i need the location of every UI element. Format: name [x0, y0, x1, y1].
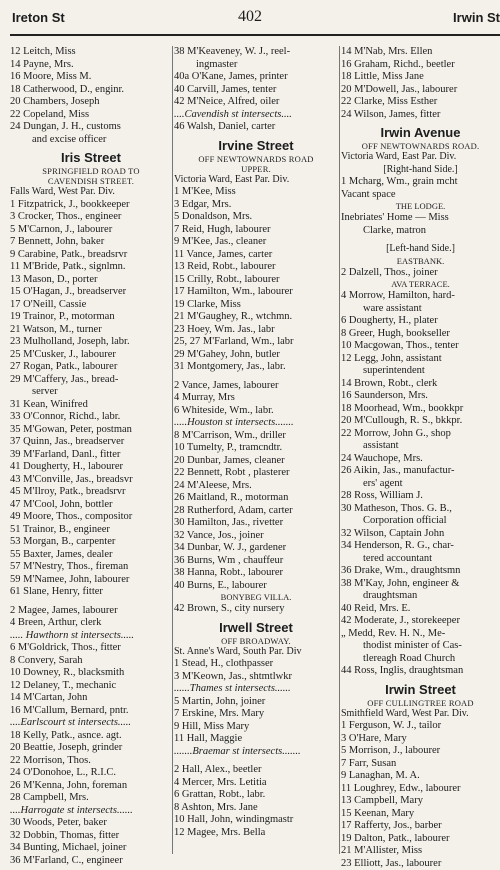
- header-rule: [10, 34, 500, 36]
- resident-entry: 26 Maitland, R., motorman: [174, 492, 338, 505]
- resident-entry: 20 Chambers, Joseph: [10, 96, 172, 109]
- resident-entry: 25 M'Cusker, J., labourer: [10, 349, 172, 362]
- resident-entry: 32 Wilson, Captain John: [341, 528, 500, 541]
- resident-entry: 36 Drake, Wm., draughtsmn: [341, 565, 500, 578]
- resident-entry: 3 M'Keown, Jas., shtmtlwkr: [174, 671, 338, 684]
- house-name: THE LODGE.: [341, 201, 500, 212]
- resident-entry: 8 M'Carrison, Wm., driller: [174, 430, 338, 443]
- resident-entry: 22 Copeland, Miss: [10, 109, 172, 122]
- resident-entry: 22 Clarke, Miss Esther: [341, 96, 500, 109]
- resident-entry: 31 Montgomery, Jas., labr.: [174, 361, 338, 374]
- street-location: CAVENDISH STREET.: [10, 176, 172, 186]
- resident-entry: 14 M'Cartan, John: [10, 692, 172, 705]
- house-name: EASTBANK.: [341, 256, 500, 267]
- resident-entry: 3 Edgar, Mrs.: [174, 199, 338, 212]
- street-location: OFF NEWTOWNARDS ROAD.: [341, 141, 500, 151]
- resident-entry: 4 Morrow, Hamilton, hard-: [341, 290, 500, 303]
- resident-entry: 38 M'Kay, John, engineer &: [341, 578, 500, 591]
- ward-division: Falls Ward, West Par. Div.: [10, 186, 172, 199]
- resident-entry: 7 Erskine, Mrs. Mary: [174, 708, 338, 721]
- resident-entry: 12 Leitch, Miss: [10, 46, 172, 59]
- resident-entry: 22 Morrow, John G., shop: [341, 428, 500, 441]
- resident-entry: 25, 27 M'Farland, Wm., labr: [174, 336, 338, 349]
- resident-entry: 16 M'Callum, Bernard, pntr.: [10, 705, 172, 718]
- resident-entry: 24 Wilson, James, fitter: [341, 109, 500, 122]
- resident-entry: 57 M'Nestry, Thos., fireman: [10, 561, 172, 574]
- entry-continuation: assistant: [341, 440, 500, 453]
- resident-entry: 22 Morrison, Thos.: [10, 755, 172, 768]
- resident-entry: 24 M'Aleese, Mrs.: [174, 480, 338, 493]
- resident-entry: 4 Murray, Mrs: [174, 392, 338, 405]
- resident-entry: 5 M'Carnon, J., labourer: [10, 224, 172, 237]
- resident-entry: 1 Ferguson, W. J., tailor: [341, 720, 500, 733]
- resident-entry: 11 M'Bride, Patk., signlmn.: [10, 261, 172, 274]
- resident-entry: 31 Kean, Winifred: [10, 399, 172, 412]
- resident-entry: 17 Hamilton, Wm., labourer: [174, 286, 338, 299]
- entry-continuation: Corporation official: [341, 515, 500, 528]
- resident-entry: 6 Dougherty, H., plater: [341, 315, 500, 328]
- resident-entry: 53 Morgan, B., carpenter: [10, 536, 172, 549]
- entry-continuation: ware assistant: [341, 303, 500, 316]
- resident-entry: 5 Donaldson, Mrs.: [174, 211, 338, 224]
- resident-entry: 7 Reid, Hugh, labourer: [174, 224, 338, 237]
- entry-continuation: superintendent: [341, 365, 500, 378]
- resident-entry: 26 M'Kenna, John, foreman: [10, 780, 172, 793]
- resident-entry: 16 Moore, Miss M.: [10, 71, 172, 84]
- resident-entry: 40 Carvill, James, tenter: [174, 84, 338, 97]
- resident-entry: 23 Mulholland, Joseph, labr.: [10, 336, 172, 349]
- street-heading: Iris Street: [10, 150, 172, 166]
- entry-continuation: server: [10, 386, 172, 399]
- resident-entry: 8 Greer, Hugh, bookseller: [341, 328, 500, 341]
- page-number: 402: [0, 8, 500, 26]
- street-heading: Irwell Street: [174, 620, 338, 636]
- resident-entry: 1 Fitzpatrick, J., bookkeeper: [10, 199, 172, 212]
- street-location: SPRINGFIELD ROAD TO: [10, 166, 172, 176]
- entry-continuation: ingmaster: [174, 59, 338, 72]
- resident-entry: 13 Mason, D., porter: [10, 274, 172, 287]
- street-heading: Irvine Street: [174, 138, 338, 154]
- resident-entry: 18 Catherwood, D., enginr.: [10, 84, 172, 97]
- street-location: UPPER.: [174, 164, 338, 174]
- resident-entry: 30 Matheson, Thos. G. B.,: [341, 503, 500, 516]
- resident-entry: 14 M'Nab, Mrs. Ellen: [341, 46, 500, 59]
- resident-entry: 29 M'Gahey, John, butler: [174, 349, 338, 362]
- resident-entry: 39 M'Farland, Danl., fitter: [10, 449, 172, 462]
- resident-entry: 26 Aikin, Jas., manufactur-: [341, 465, 500, 478]
- resident-entry: 21 M'Allister, Miss: [341, 845, 500, 858]
- resident-entry: 20 M'Dowell, Jas., labourer: [341, 84, 500, 97]
- resident-entry: 34 Bunting, Michael, joiner: [10, 842, 172, 855]
- resident-entry: 59 M'Namee, John, labourer: [10, 574, 172, 587]
- intersection-note: ....Earlscourt st intersects.....: [10, 717, 172, 730]
- resident-entry: 38 Hanna, Robt., labourer: [174, 567, 338, 580]
- intersection-note: .....Houston st intersects.......: [174, 417, 338, 430]
- entry-continuation: Clarke, matron: [341, 225, 500, 238]
- entry-continuation: draughtsman: [341, 590, 500, 603]
- street-location: OFF NEWTOWNARDS ROAD: [174, 154, 338, 164]
- column-2: [174, 46, 338, 854]
- side-label: [Right-hand Side.]: [341, 164, 500, 177]
- resident-entry: 19 Clarke, Miss: [174, 299, 338, 312]
- resident-entry: 17 Rafferty, Jos., barber: [341, 820, 500, 833]
- page-header: [0, 0, 500, 32]
- resident-entry: 14 Payne, Mrs.: [10, 59, 172, 72]
- entry-continuation: tered accountant: [341, 553, 500, 566]
- resident-entry: 23 Elliott, Jas., labourer: [341, 858, 500, 870]
- resident-entry: 24 O'Donohoe, L., R.I.C.: [10, 767, 172, 780]
- side-label: [Left-hand Side.]: [341, 243, 500, 256]
- resident-entry: 12 Legg, John, assistant: [341, 353, 500, 366]
- resident-entry: 9 Hill, Miss Mary: [174, 721, 338, 734]
- resident-entry: 8 Ashton, Mrs. Jane: [174, 802, 338, 815]
- resident-entry: 15 Keenan, Mary: [341, 808, 500, 821]
- column-divider: [172, 46, 173, 854]
- resident-entry: 28 Rutherford, Adam, carter: [174, 505, 338, 518]
- resident-entry: 2 Hall, Alex., beetler: [174, 764, 338, 777]
- resident-entry: 42 Moderate, J., storekeeper: [341, 615, 500, 628]
- resident-entry: 32 Dobbin, Thomas, fitter: [10, 830, 172, 843]
- resident-entry: 4 Breen, Arthur, clerk: [10, 617, 172, 630]
- resident-entry: 15 O'Hagan, J., breadserver: [10, 286, 172, 299]
- resident-entry: 14 Brown, Robt., clerk: [341, 378, 500, 391]
- resident-entry: 20 Dunbar, James, cleaner: [174, 455, 338, 468]
- resident-entry: 40a O'Kane, James, printer: [174, 71, 338, 84]
- resident-entry: 44 Ross, Inglis, draughtsman: [341, 665, 500, 678]
- header-left-street: Ireton St: [12, 10, 65, 25]
- resident-entry: 22 Bennett, Robt , plasterer: [174, 467, 338, 480]
- resident-entry: 6 Whiteside, Wm., labr.: [174, 405, 338, 418]
- resident-entry: 12 Delaney, T., mechanic: [10, 680, 172, 693]
- resident-entry: 20 M'Cullough, R. S., bkkpr.: [341, 415, 500, 428]
- column-3: [341, 46, 500, 854]
- resident-entry: 6 M'Goldrick, Thos., fitter: [10, 642, 172, 655]
- resident-entry: 13 Campbell, Mary: [341, 795, 500, 808]
- resident-entry: 36 Burns, Wm , chauffeur: [174, 555, 338, 568]
- resident-entry: 20 Beattie, Joseph, grinder: [10, 742, 172, 755]
- entry-continuation: ers' agent: [341, 478, 500, 491]
- resident-entry: 18 Little, Miss Jane: [341, 71, 500, 84]
- resident-entry: 30 Woods, Peter, baker: [10, 817, 172, 830]
- house-name: BONYBEG VILLA.: [174, 592, 338, 603]
- resident-entry: 3 Crocker, Thos., engineer: [10, 211, 172, 224]
- resident-entry: 34 Henderson, R. G., char-: [341, 540, 500, 553]
- resident-entry: 34 Dunbar, W. J., gardener: [174, 542, 338, 555]
- resident-entry: 7 Bennett, John, baker: [10, 236, 172, 249]
- resident-entry: 9 M'Kee, Jas., cleaner: [174, 236, 338, 249]
- resident-entry: 18 Kelly, Patk., asnce. agt.: [10, 730, 172, 743]
- resident-entry: 17 O'Neill, Cassie: [10, 299, 172, 312]
- resident-entry: 38 M'Keaveney, W. J., reel-: [174, 46, 338, 59]
- street-location: OFF CULLINGTREE ROAD: [341, 698, 500, 708]
- resident-entry: 11 Hall, Maggie: [174, 733, 338, 746]
- entry-continuation: tlereagh Road Church: [341, 653, 500, 666]
- resident-entry: 61 Slane, Henry, fitter: [10, 586, 172, 599]
- resident-entry: 35 M'Gowan, Peter, postman: [10, 424, 172, 437]
- resident-entry: 13 Reid, Robt., labourer: [174, 261, 338, 274]
- column-divider: [339, 46, 340, 854]
- resident-entry: 24 Wauchope, Mrs.: [341, 453, 500, 466]
- entry-continuation: and excise officer: [10, 134, 172, 147]
- header-right-street: Irwin St: [453, 10, 500, 25]
- resident-entry: 40 Burns, E., labourer: [174, 580, 338, 593]
- resident-entry: 30 Hamilton, Jas., rivetter: [174, 517, 338, 530]
- resident-entry: 40 Reid, Mrs. E.: [341, 603, 500, 616]
- ward-division: St. Anne's Ward, South Par. Div: [174, 646, 338, 659]
- resident-entry: Inebriates' Home — Miss: [341, 212, 500, 225]
- ward-division: Victoria Ward, East Par. Div.: [341, 151, 500, 164]
- resident-entry: 23 Hoey, Wm. Jas., labr: [174, 324, 338, 337]
- resident-entry: 47 M'Cool, John, bottler: [10, 499, 172, 512]
- resident-entry: Vacant space: [341, 189, 500, 202]
- entry-continuation: thodist minister of Cas-: [341, 640, 500, 653]
- street-heading: Irwin Street: [341, 682, 500, 698]
- resident-entry: 21 Watson, M., turner: [10, 324, 172, 337]
- resident-entry: 15 Crilly, Robt., labourer: [174, 274, 338, 287]
- column-1: [10, 46, 172, 854]
- resident-entry: „ Medd, Rev. H. N., Me-: [341, 628, 500, 641]
- resident-entry: 24 Dungan, J. H., customs: [10, 121, 172, 134]
- resident-entry: 42 M'Neice, Alfred, oiler: [174, 96, 338, 109]
- resident-entry: 37 Quinn, Jas., breadserver: [10, 436, 172, 449]
- resident-entry: 19 Dalton, Patk., labourer: [341, 833, 500, 846]
- street-location: OFF BROADWAY.: [174, 636, 338, 646]
- resident-entry: 10 Hall, John, windingmastr: [174, 814, 338, 827]
- intersection-note: ..... Hawthorn st intersects.....: [10, 630, 172, 643]
- resident-entry: 41 Dougherty, H., labourer: [10, 461, 172, 474]
- intersection-note: ....Cavendish st intersects....: [174, 109, 338, 122]
- house-name: AVA TERRACE.: [341, 279, 500, 290]
- resident-entry: 55 Baxter, James, dealer: [10, 549, 172, 562]
- resident-entry: 49 Moore, Thos., compositor: [10, 511, 172, 524]
- resident-entry: 10 Macgowan, Thos., tenter: [341, 340, 500, 353]
- resident-entry: 10 Downey, R., blacksmith: [10, 667, 172, 680]
- resident-entry: 8 Convery, Sarah: [10, 655, 172, 668]
- resident-entry: 5 Morrison, J., labourer: [341, 745, 500, 758]
- resident-entry: 3 O'Hare, Mary: [341, 733, 500, 746]
- resident-entry: 2 Vance, James, labourer: [174, 380, 338, 393]
- resident-entry: 16 Graham, Richd., beetler: [341, 59, 500, 72]
- resident-entry: 11 Vance, James, carter: [174, 249, 338, 262]
- resident-entry: 36 M'Farland, C., engineer: [10, 855, 172, 868]
- resident-entry: 11 Loughrey, Edw., labourer: [341, 783, 500, 796]
- resident-entry: 6 Grattan, Robt., labr.: [174, 789, 338, 802]
- resident-entry: 42 Brown, S., city nursery: [174, 603, 338, 616]
- resident-entry: 9 Carabine, Patk., breadsrvr: [10, 249, 172, 262]
- resident-entry: 7 Farr, Susan: [341, 758, 500, 771]
- resident-entry: 1 M'Kee, Miss: [174, 186, 338, 199]
- resident-entry: 2 Dalzell, Thos., joiner: [341, 267, 500, 280]
- resident-entry: 45 M'Ilroy, Patk., breadsrvr: [10, 486, 172, 499]
- resident-entry: 46 Walsh, Daniel, carter: [174, 121, 338, 134]
- intersection-note: ......Thames st intersects......: [174, 683, 338, 696]
- ward-division: Victoria Ward, East Par. Div.: [174, 174, 338, 187]
- intersection-note: .......Braemar st intersects.......: [174, 746, 338, 759]
- intersection-note: ....Harrogate st intersects......: [10, 805, 172, 818]
- resident-entry: 10 Tumelty, P., tramcndtr.: [174, 442, 338, 455]
- resident-entry: 29 M'Caffery, Jas., bread-: [10, 374, 172, 387]
- resident-entry: 51 Trainor, B., engineer: [10, 524, 172, 537]
- resident-entry: 12 Magee, Mrs. Bella: [174, 827, 338, 840]
- resident-entry: 27 Rogan, Patk., labourer: [10, 361, 172, 374]
- resident-entry: 33 O'Connor, Richd., labr.: [10, 411, 172, 424]
- resident-entry: 1 Mcharg, Wm., grain mcht: [341, 176, 500, 189]
- ward-division: Smithfield Ward, West Par. Div.: [341, 708, 500, 721]
- resident-entry: 19 Trainor, P., motorman: [10, 311, 172, 324]
- street-heading: Irwin Avenue: [341, 125, 500, 141]
- resident-entry: 21 M'Gaughey, R., wtchmn.: [174, 311, 338, 324]
- resident-entry: 43 M'Conville, Jas., breadsvr: [10, 474, 172, 487]
- resident-entry: 16 Saunderson, Mrs.: [341, 390, 500, 403]
- resident-entry: 28 Ross, William J.: [341, 490, 500, 503]
- resident-entry: 1 Stead, H., clothpasser: [174, 658, 338, 671]
- resident-entry: 9 Lanaghan, M. A.: [341, 770, 500, 783]
- resident-entry: 4 Mercer, Mrs. Letitia: [174, 777, 338, 790]
- resident-entry: 32 Vance, Jos., joiner: [174, 530, 338, 543]
- resident-entry: 2 Magee, James, labourer: [10, 605, 172, 618]
- resident-entry: 28 Campbell, Mrs.: [10, 792, 172, 805]
- resident-entry: 5 Martin, John, joiner: [174, 696, 338, 709]
- resident-entry: 18 Moorhead, Wm., bookkpr: [341, 403, 500, 416]
